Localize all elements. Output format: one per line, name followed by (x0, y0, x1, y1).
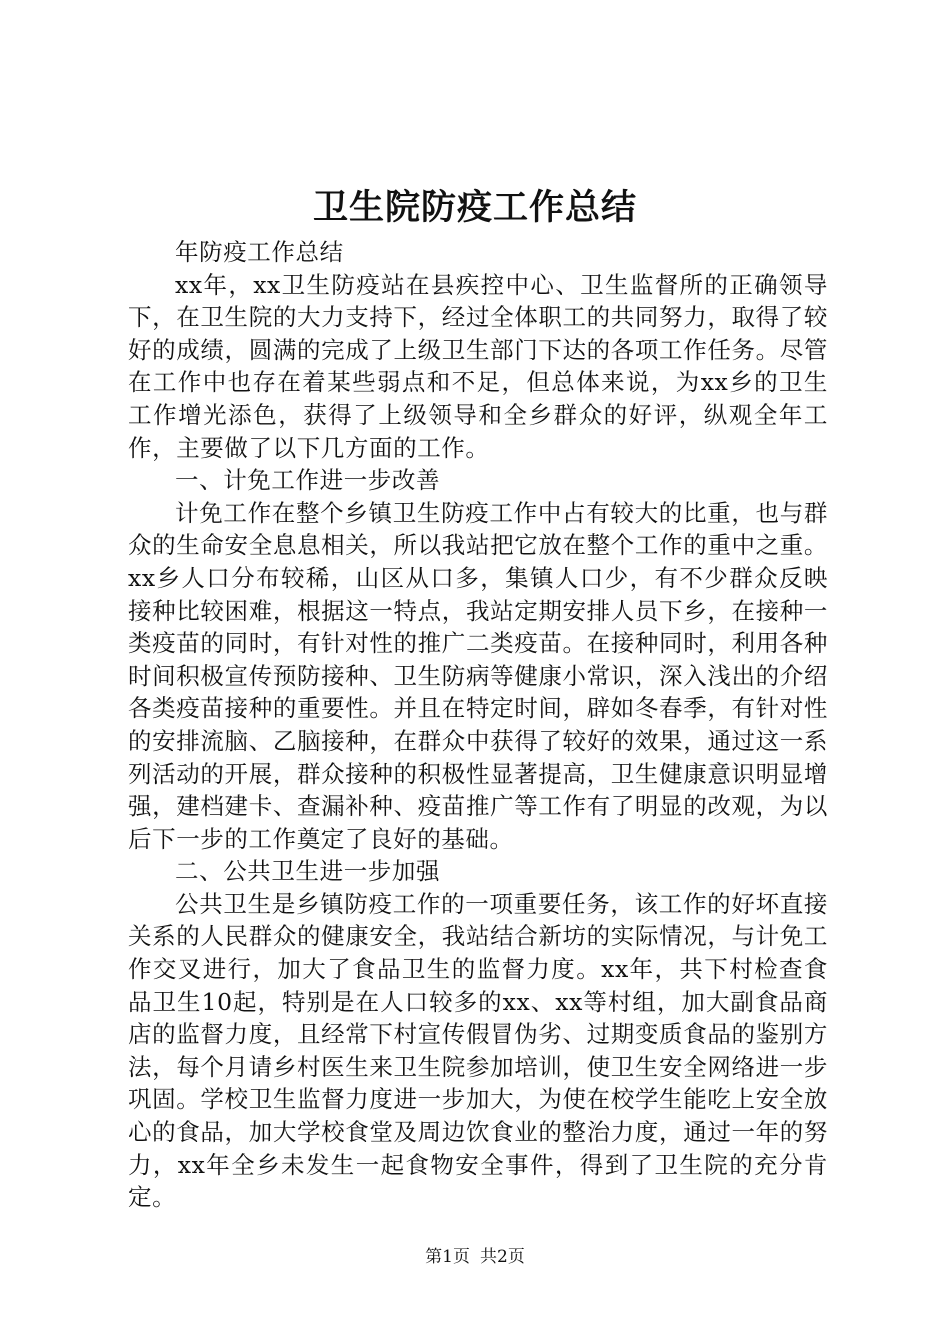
page-footer (0, 1246, 950, 1268)
page-number: 第1页 (425, 1247, 470, 1267)
subtitle-paragraph: 年防疫工作总结 (175, 238, 344, 266)
document-body (128, 236, 828, 1214)
page-title: 卫生院防疫工作总结 (312, 187, 637, 228)
section-heading-2: 二、公共卫生进一步加强 (175, 857, 441, 886)
section-heading-1: 一、计免工作进一步改善 (175, 466, 441, 495)
section-2-paragraph: 公共卫生是乡镇防疫工作的一项重要任务，该工作的好坏直接关系的人民群众的健康安全，我站结合新坊的实际情况，与计免工作交叉进行，加大了食品卫生的监督力度。xx年，共下村检查食品卫生10起，特别是在人口较多的xx、xx等村组，加大副食品商店的监督力度，且经常下村宣传假冒伪劣、过期变质食品的鉴别方法，每个月请乡村医生来卫生院参加培训，使卫生安全网络进一步巩固。学校卫生监督力度进一步加大，为使在校学生能吃上安全放心的食品，加大学校食堂及周边饮食业的整治力度，通过一年的努力，xx年全乡未发生一起食物安全事件，得到了卫生院的充分肯定。 (128, 889, 828, 1212)
section-1-paragraph: 计免工作在整个乡镇卫生防疫工作中占有较大的比重，也与群众的生命安全息息相关，所以我站把它放在整个工作的重中之重。xx乡人口分布较稀，山区从口多，集镇人口少，有不少群众反映接种比较困难，根据这一特点，我站定期安排人员下乡，在接种一类疫苗的同时，有针对性的推广二类疫苗。在接种同时，利用各种时间积极宣传预防接种、卫生防病等健康小常识，深入浅出的介绍各类疫苗接种的重要性。并且在特定时间，辟如冬春季，有针对性的安排流脑、乙脑接种，在群众中获得了较好的效果，通过这一系列活动的开展，群众接种的积极性显著提高，卫生健康意识明显增强，建档建卡、查漏补种、疫苗推广等工作有了明显的改观，为以后下一步的工作奠定了良好的基础。 (128, 498, 828, 853)
page-total: 共2页 (480, 1247, 525, 1267)
intro-paragraph: xx年，xx卫生防疫站在县疾控中心、卫生监督所的正确领导下，在卫生院的大力支持下，经过全体职工的共同努力，取得了较好的成绩，圆满的完成了上级卫生部门下达的各项工作任务。尽管在工作中也存在着某些弱点和不足，但总体来说，为xx乡的卫生工作增光添色，获得了上级领导和全乡群众的好评，纵观全年工作，主要做了以下几方面的工作。 (128, 270, 828, 462)
